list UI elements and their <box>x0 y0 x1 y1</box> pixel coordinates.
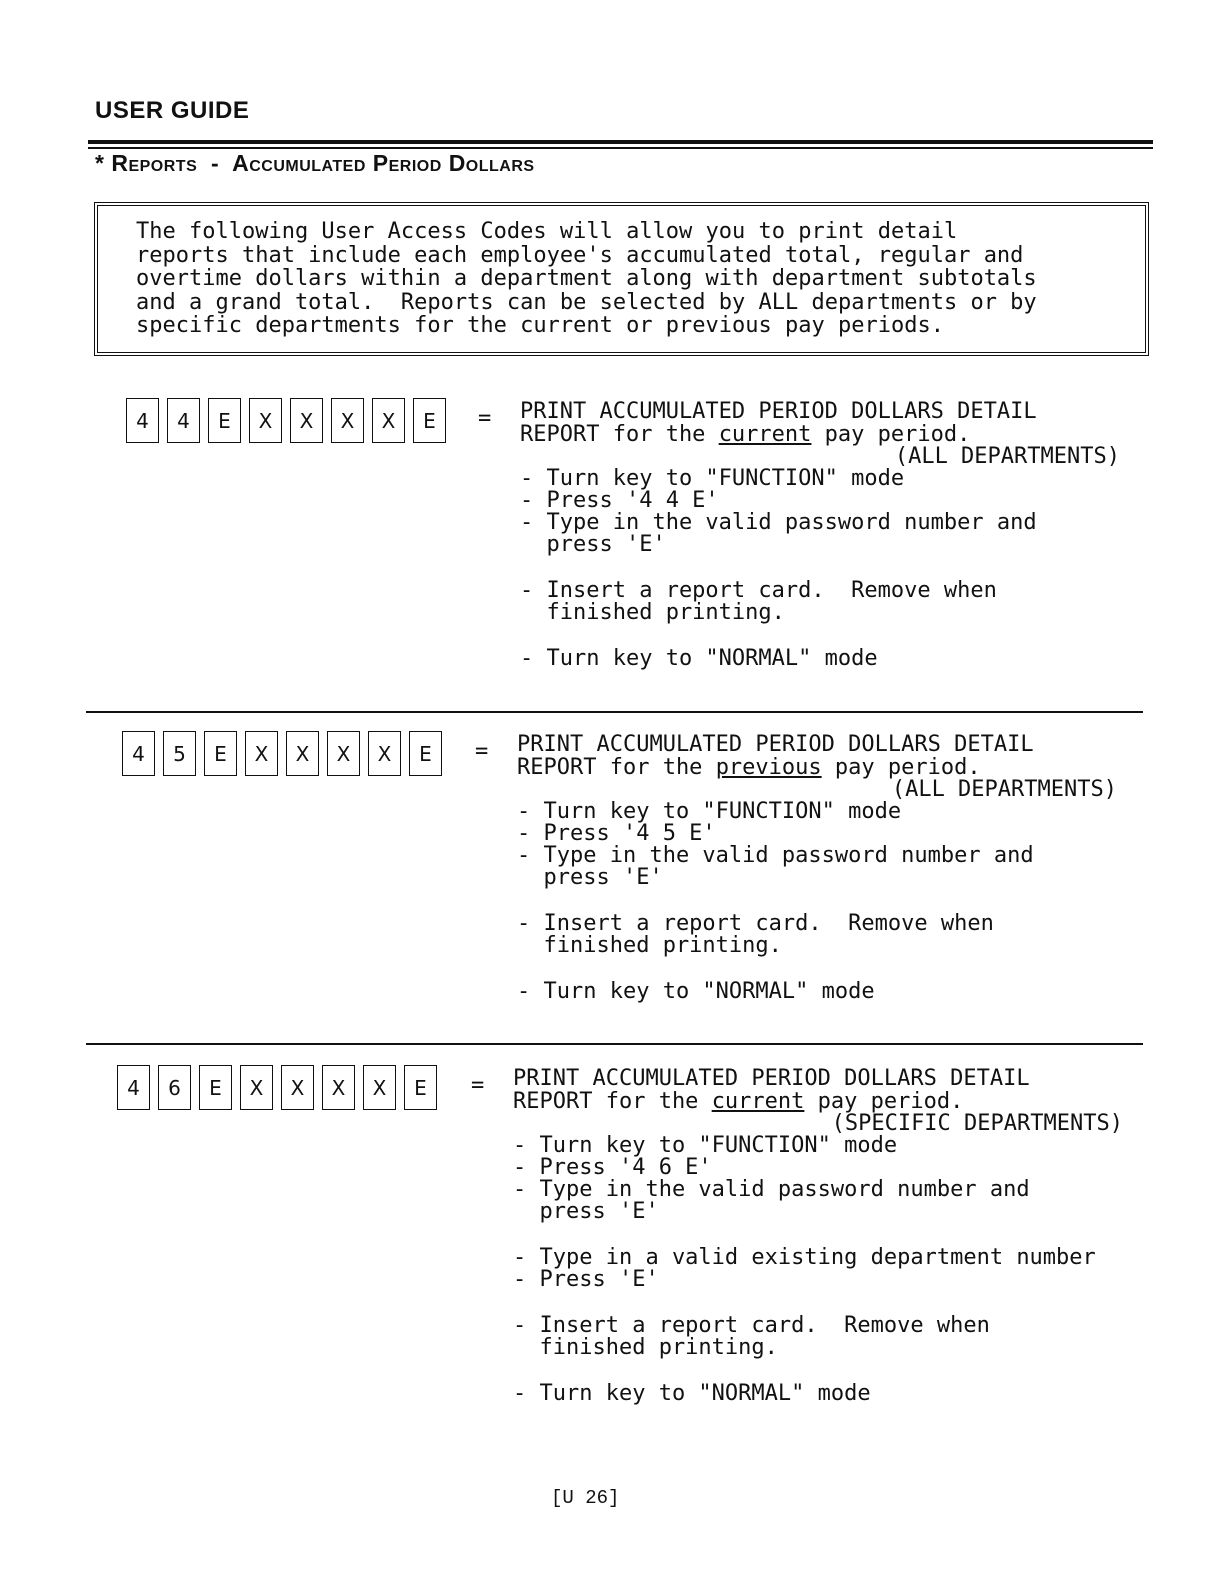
guide-title: USER GUIDE <box>95 97 250 124</box>
step: - Insert a report card. Remove when <box>520 578 997 603</box>
period-word: current <box>711 1089 805 1114</box>
department-scope: (ALL DEPARTMENTS) <box>894 444 1120 469</box>
report-period <box>517 756 1157 779</box>
key: E <box>409 731 442 776</box>
step: - Press '4 6 E' <box>513 1155 712 1180</box>
step: - Turn key to "NORMAL" mode <box>517 979 875 1004</box>
step: - Type in the valid password number and <box>520 510 1037 535</box>
report-title: PRINT ACCUMULATED PERIOD DOLLARS DETAIL <box>520 399 1037 424</box>
header-rule-thick <box>88 140 1153 144</box>
key: X <box>368 731 401 776</box>
step: - Insert a report card. Remove when <box>513 1313 990 1338</box>
report-title: PRINT ACCUMULATED PERIOD DOLLARS DETAIL <box>513 1066 1030 1091</box>
report-title: PRINT ACCUMULATED PERIOD DOLLARS DETAIL <box>517 732 1034 757</box>
key-sequence <box>117 1065 437 1110</box>
key: 6 <box>158 1065 191 1110</box>
key: X <box>290 398 323 443</box>
key: X <box>245 731 278 776</box>
key: E <box>208 398 241 443</box>
section-divider <box>86 1043 1143 1045</box>
code-description <box>513 1067 1153 1405</box>
step: - Type in the valid password number and <box>513 1177 1030 1202</box>
report-prefix: REPORT for the <box>513 1089 712 1114</box>
key: X <box>240 1065 273 1110</box>
step: finished printing. <box>520 600 785 625</box>
department-scope: (SPECIFIC DEPARTMENTS) <box>831 1111 1123 1136</box>
department-scope: (ALL DEPARTMENTS) <box>891 777 1117 802</box>
key: E <box>199 1065 232 1110</box>
key: X <box>249 398 282 443</box>
report-period <box>520 423 1160 446</box>
step: - Press '4 5 E' <box>517 821 716 846</box>
step: - Type in a valid existing department number <box>513 1245 1096 1270</box>
step: press 'E' <box>513 1199 659 1224</box>
key: 4 <box>167 398 200 443</box>
step: - Turn key to "FUNCTION" mode <box>520 466 905 491</box>
key: X <box>327 731 360 776</box>
step: press 'E' <box>517 865 663 890</box>
page-number: [U 26] <box>551 1487 620 1509</box>
key: 4 <box>126 398 159 443</box>
key: E <box>204 731 237 776</box>
key: X <box>322 1065 355 1110</box>
report-prefix: REPORT for the <box>517 755 716 780</box>
step: finished printing. <box>513 1335 778 1360</box>
step: - Press '4 4 E' <box>520 488 719 513</box>
report-suffix: pay period. <box>811 422 971 447</box>
report-period <box>513 1090 1153 1113</box>
equals-sign: = <box>471 1073 485 1098</box>
key: 5 <box>163 731 196 776</box>
key: E <box>404 1065 437 1110</box>
key-sequence <box>122 731 442 776</box>
key: E <box>413 398 446 443</box>
period-word: previous <box>715 755 822 780</box>
step: finished printing. <box>517 933 782 958</box>
key: X <box>281 1065 314 1110</box>
step: - Turn key to "FUNCTION" mode <box>517 799 902 824</box>
intro-box <box>94 202 1149 356</box>
section-divider <box>86 711 1143 713</box>
header-rule-thin <box>88 147 1153 149</box>
step: - Press 'E' <box>513 1267 659 1292</box>
report-suffix: pay period. <box>821 755 981 780</box>
step: - Turn key to "NORMAL" mode <box>513 1381 871 1406</box>
key: X <box>363 1065 396 1110</box>
key: 4 <box>122 731 155 776</box>
code-description <box>520 400 1160 670</box>
equals-sign: = <box>478 406 492 431</box>
step: - Insert a report card. Remove when <box>517 911 994 936</box>
key-sequence <box>126 398 446 443</box>
code-description <box>517 733 1157 1003</box>
step: press 'E' <box>520 532 666 557</box>
step: - Type in the valid password number and <box>517 843 1034 868</box>
report-suffix: pay period. <box>804 1089 964 1114</box>
equals-sign: = <box>475 739 489 764</box>
intro-text: The following User Access Codes will allow you to print detail reports that include each employee's accumulated total, regular and overtime dollars within a department along with department subtotals and a grand total. Reports can be selected by ALL departments or by specific departments for the current or previous pay periods. <box>136 219 1037 338</box>
key: 4 <box>117 1065 150 1110</box>
key: X <box>331 398 364 443</box>
step: - Turn key to "FUNCTION" mode <box>513 1133 898 1158</box>
key: X <box>286 731 319 776</box>
report-prefix: REPORT for the <box>520 422 719 447</box>
key: X <box>372 398 405 443</box>
section-heading: * Reports - Accumulated Period Dollars <box>95 150 535 176</box>
period-word: current <box>718 422 812 447</box>
step: - Turn key to "NORMAL" mode <box>520 646 878 671</box>
